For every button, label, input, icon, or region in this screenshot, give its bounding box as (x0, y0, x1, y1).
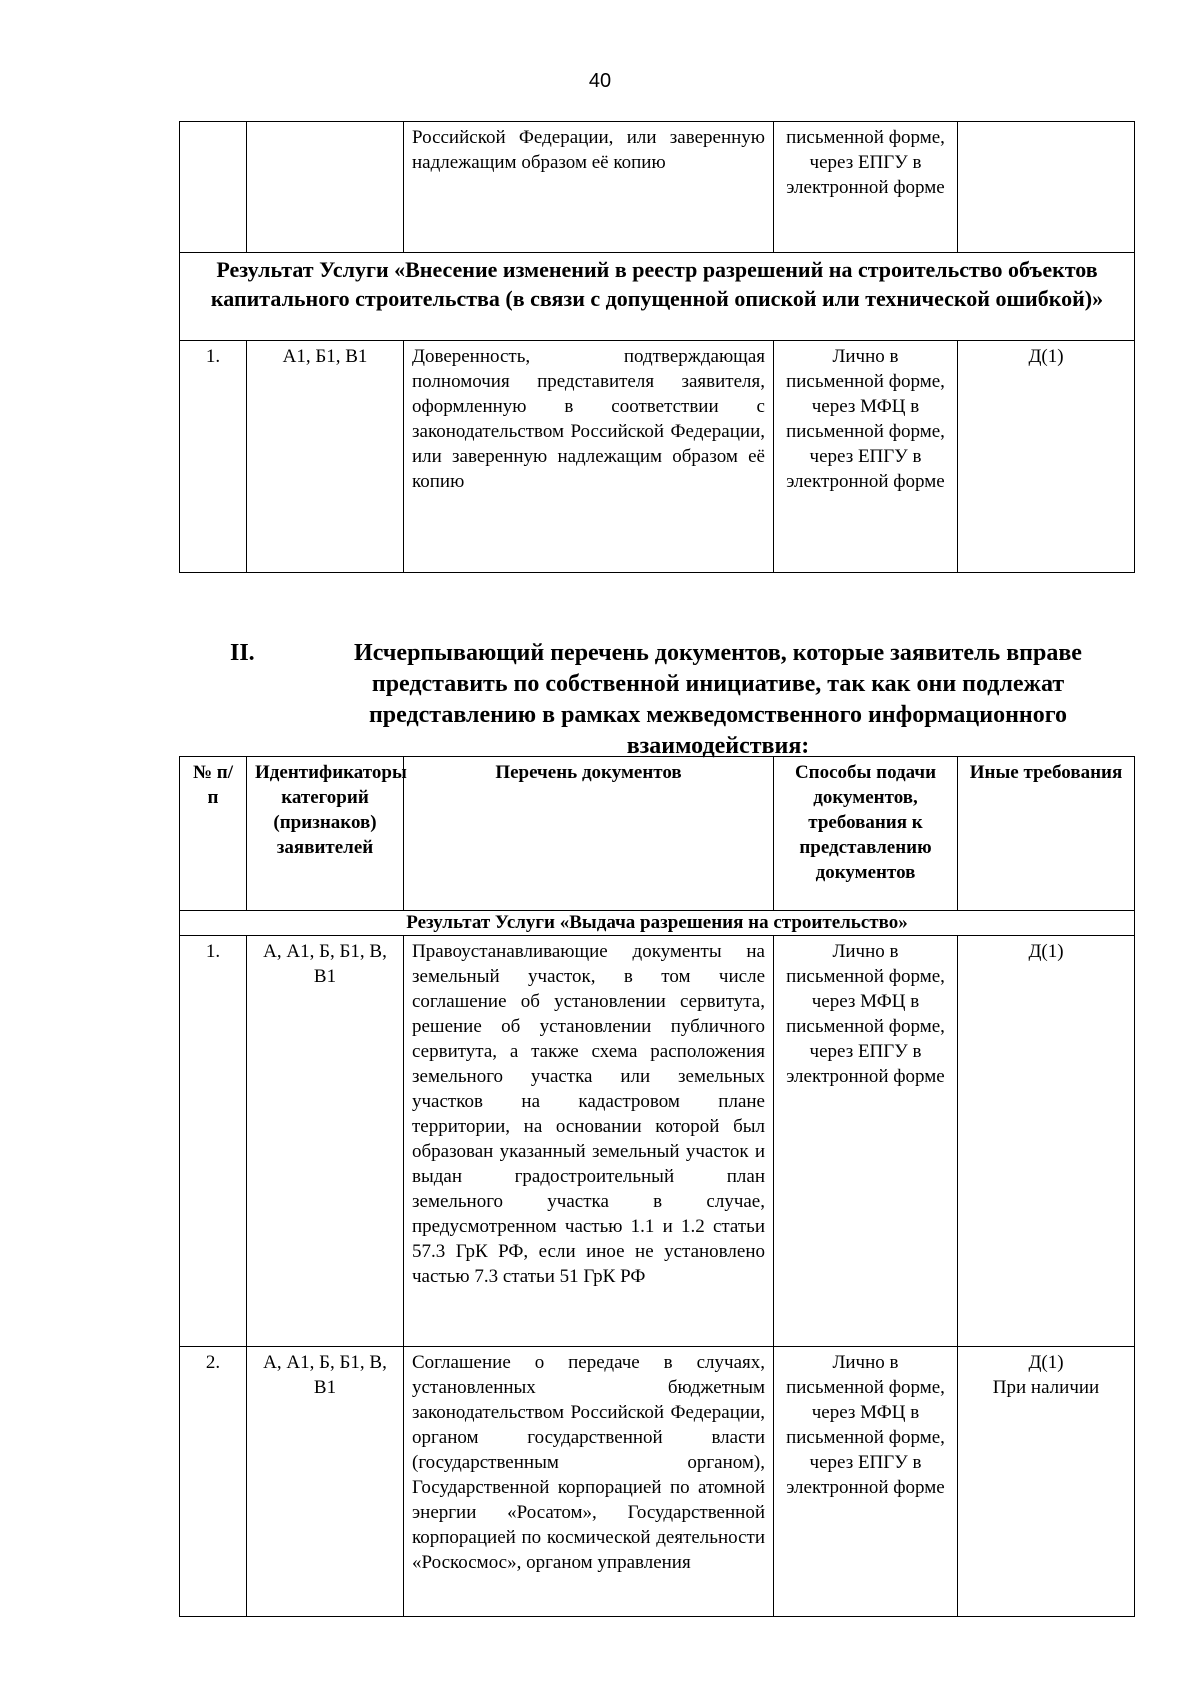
header-docs: Перечень документов (404, 757, 774, 911)
section-title: Исчерпывающий перечень документов, которые заявитель вправе представить по собственной инициативе, так как они подлежат представлению в рамках межведомственного информационного взаимодействия: (354, 640, 1082, 759)
submission-method: письменной форме, через ЕПГУ в электронной форме (774, 122, 958, 253)
row-number: 1. (180, 936, 247, 1347)
applicant-ids: А1, Б1, В1 (247, 341, 404, 573)
section-heading (230, 638, 1130, 762)
documents-table (179, 756, 1135, 1617)
document-text: Доверенность, подтверждающая полномочия представителя заявителя, оформленную в соответствии с законодательством Российской Федерации, или заверенную надлежащим образом её копию (404, 341, 774, 573)
other-requirements (958, 122, 1135, 253)
row-number (180, 122, 247, 253)
header-ids: Идентификаторы категорий (признаков) заявителей (247, 757, 404, 911)
other-requirements (958, 1347, 1135, 1617)
document-text: Российской Федерации, или заверенную надлежащим образом её копию (404, 122, 774, 253)
table-row (180, 122, 1135, 253)
applicant-ids: А, А1, Б, Б1, В, В1 (247, 1347, 404, 1617)
other-requirements: Д(1) (958, 936, 1135, 1347)
other-requirements: Д(1) (958, 341, 1135, 573)
document-text: Соглашение о передаче в случаях, установленных бюджетным законодательством Российской Федерации, органом государственной власти (государственным органом), Государственной корпорацией по атомной энергии «Росатом», Государственной корпорацией по космической деятельности «Роскосмос», органом управления (404, 1347, 774, 1617)
result-title: Результат Услуги «Выдача разрешения на строительство» (180, 911, 1135, 936)
result-header-row (180, 253, 1135, 341)
table-row (180, 1347, 1135, 1617)
section-number: II. (230, 640, 255, 666)
submission-method: Лично в письменной форме, через МФЦ в письменной форме, через ЕПГУ в электронной форме (774, 1347, 958, 1617)
row-number: 1. (180, 341, 247, 573)
submission-method: Лично в письменной форме, через МФЦ в письменной форме, через ЕПГУ в электронной форме (774, 936, 958, 1347)
header-submission: Способы подачи документов, требования к представлению документов (774, 757, 958, 911)
page-number: 40 (588, 70, 612, 92)
table-header-row (180, 757, 1135, 911)
documents-table-continued (179, 121, 1135, 573)
result-header-row (180, 911, 1135, 936)
header-num: № п/п (180, 757, 247, 911)
document-text: Правоустанавливающие документы на земельный участок, в том числе соглашение об установлении сервитута, решение об установлении публичного сервитута, а также схема расположения земельного участка или земельных участков на кадастровом плане территории, на основании которой был образован указанный земельный участок и выдан градостроительный план земельного участка в случае, предусмотренном частью 1.1 и 1.2 статьи 57.3 ГрК РФ, если иное не установлено частью 7.3 статьи 51 ГрК РФ (404, 936, 774, 1347)
submission-method: Лично в письменной форме, через МФЦ в письменной форме, через ЕПГУ в электронной форме (774, 341, 958, 573)
header-other-req: Иные требования (958, 757, 1135, 911)
table-row (180, 341, 1135, 573)
result-title: Результат Услуги «Внесение изменений в реестр разрешений на строительство объектов капитального строительства (в связи с допущенной опиской или технической ошибкой)» (180, 253, 1135, 341)
requirement-code: Д(1) (1028, 1352, 1064, 1373)
applicant-ids: А, А1, Б, Б1, В, В1 (247, 936, 404, 1347)
row-number: 2. (180, 1347, 247, 1617)
applicant-ids (247, 122, 404, 253)
requirement-note: При наличии (992, 1377, 1100, 1398)
table-row (180, 936, 1135, 1347)
